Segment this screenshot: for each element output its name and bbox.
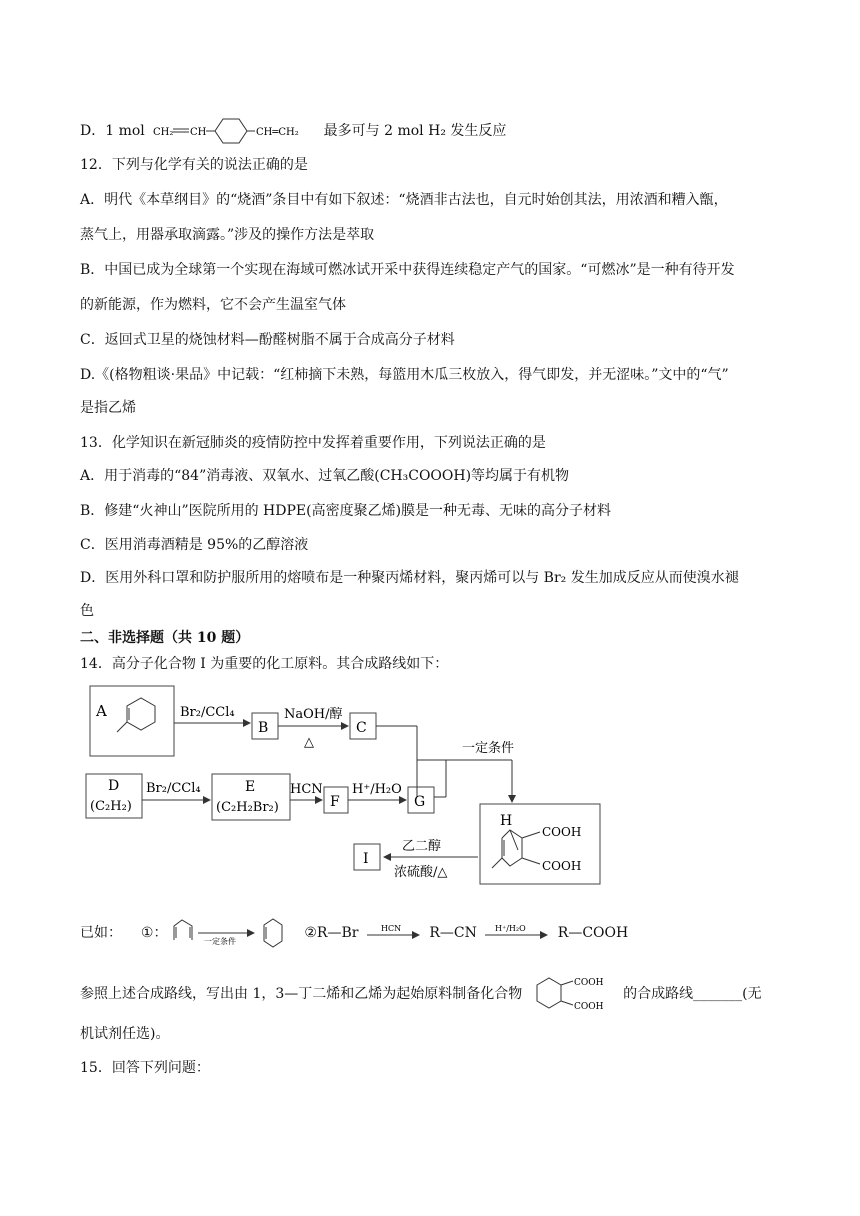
q15-stem: 15．回答下列问题： [80,1060,210,1076]
hcn-arrow [363,922,425,944]
q14-task-line2: 机试剂任选)。 [80,1026,170,1042]
q12-option-d-line2: 是指乙烯 [80,400,136,416]
formula-d: (C₂H₂) [90,799,132,814]
task-text-start: 参照上述合成路线，写出由 1，3—丁二烯和乙烯为起始原料制备化合物 [80,986,523,1002]
reagent-hydrolysis: H⁺/H₂O [352,782,402,797]
reagent-glycol: 乙二醇 [402,839,442,854]
q12-option-b-line2: 的新能源，作为燃料，它不会产生温室气体 [80,297,346,313]
q14-stem: 14．高分子化合物 I 为重要的化工原料。其合成路线如下： [80,656,449,672]
reagent-br2-ccl4-2: Br₂/CCl₄ [146,781,201,796]
svg-text:CH: CH [190,127,207,138]
label-i: I [363,851,369,867]
reagent-heat: △ [304,735,314,750]
q12-stem: 12．下列与化学有关的说法正确的是 [80,157,308,173]
option-text: D．1 mol [80,123,145,139]
q13-option-b: B．修建“火神山”医院所用的 HDPE(高密度聚乙烯)膜是一种无毒、无味的高分子材料 [80,503,612,519]
compound-h-box [480,804,600,884]
reagent-naoh: NaOH/醇 [284,707,343,722]
divinylbenzene-structure [149,116,319,146]
q12-option-c: C．返回式卫星的烧蚀材料—酚醛树脂不属于合成高分子材料 [80,332,455,348]
label-c: C [356,720,367,736]
q13-option-a: A．用于消毒的“84”消毒液、双氧水、过氧乙酸(CH₃COOOH)等均属于有机物 [80,468,570,484]
label-g: G [414,794,426,810]
q12-option-d-line1: D.《(格物粗谈·果品》中记载：“红柿摘下未熟，每篮用木瓜三枚放入，得气即发，并无涩味。”文中的“气” [80,367,729,383]
reagent-hcn: HCN [290,782,323,797]
known-reactions [80,916,628,950]
label-e: E [245,779,256,795]
cooh-top: COOH [542,825,582,839]
known-condition: 一定条件 [203,937,236,946]
q11-option-d [80,116,506,146]
hydrolysis-label: H⁺/H₂O [495,924,526,933]
cooh-bottom: COOH [542,859,582,873]
q13-stem: 13．化学知识在新冠肺炎的疫情防控中发挥着重要作用，下列说法正确的是 [80,435,546,451]
condition-label: 一定条件 [462,741,515,756]
formula-e: (C₂H₂Br₂) [216,800,279,815]
label-f: F [330,794,340,810]
known-rcooh: R—COOH [557,925,629,941]
q13-option-c: C．医用消毒酒精是 95%的乙醇溶液 [80,537,309,553]
known-rcn: R—CN [429,925,477,941]
label-h: H [500,813,513,829]
compound-a-box [90,686,174,756]
svg-text:CH═CH₂: CH═CH₂ [256,127,299,138]
hydrolysis-arrow [481,922,553,944]
q12-option-a-line2: 蒸气上，用器承取滴露。”涉及的操作方法是萃取 [80,227,375,243]
synthesis-scheme [82,680,622,890]
diels-alder-scheme [172,916,300,950]
reagent-acid: 浓硫酸/△ [394,865,448,880]
q14-task-line1 [80,974,762,1014]
q13-option-d-line2: 色 [80,603,94,619]
option-text-end: 最多可与 2 mol H₂ 发生反应 [323,123,507,139]
label-d: D [108,778,120,794]
known-item-2: ②R—Br [304,925,359,941]
q13-option-d-line1: D．医用外科口罩和防护服所用的熔喷布是一种聚丙烯材料，聚丙烯可以与 Br₂ 发生加成反应从而使溴水褪 [80,570,739,586]
known-label: 已如： [80,925,122,941]
q12-option-b-line1: B．中国已成为全球第一个实现在海域可燃冰试开采中获得连续稳定产气的国家。“可燃冰”是一种有待开发 [80,262,735,278]
hcn-label: HCN [380,924,402,933]
known-item-1: ①： [140,925,168,941]
section-heading: 二、非选择题（共 10 题） [80,630,250,646]
q12-option-a-line1: A．明代《本草纲目》的“烧酒”条目中有如下叙述：“烧酒非古法也，自元时始创其法，用浓酒和糟入甑， [80,192,728,208]
target-compound-structure [527,974,619,1014]
target-cooh-bottom: COOH [573,1002,604,1012]
task-text-end: 的合成路线_______(无 [623,986,762,1002]
target-cooh-top: COOH [573,978,604,988]
label-b: B [258,720,269,736]
reagent-br2-ccl4: Br₂/CCl₄ [180,705,235,720]
label-a: A [96,702,107,720]
svg-text:CH₂: CH₂ [153,127,174,138]
